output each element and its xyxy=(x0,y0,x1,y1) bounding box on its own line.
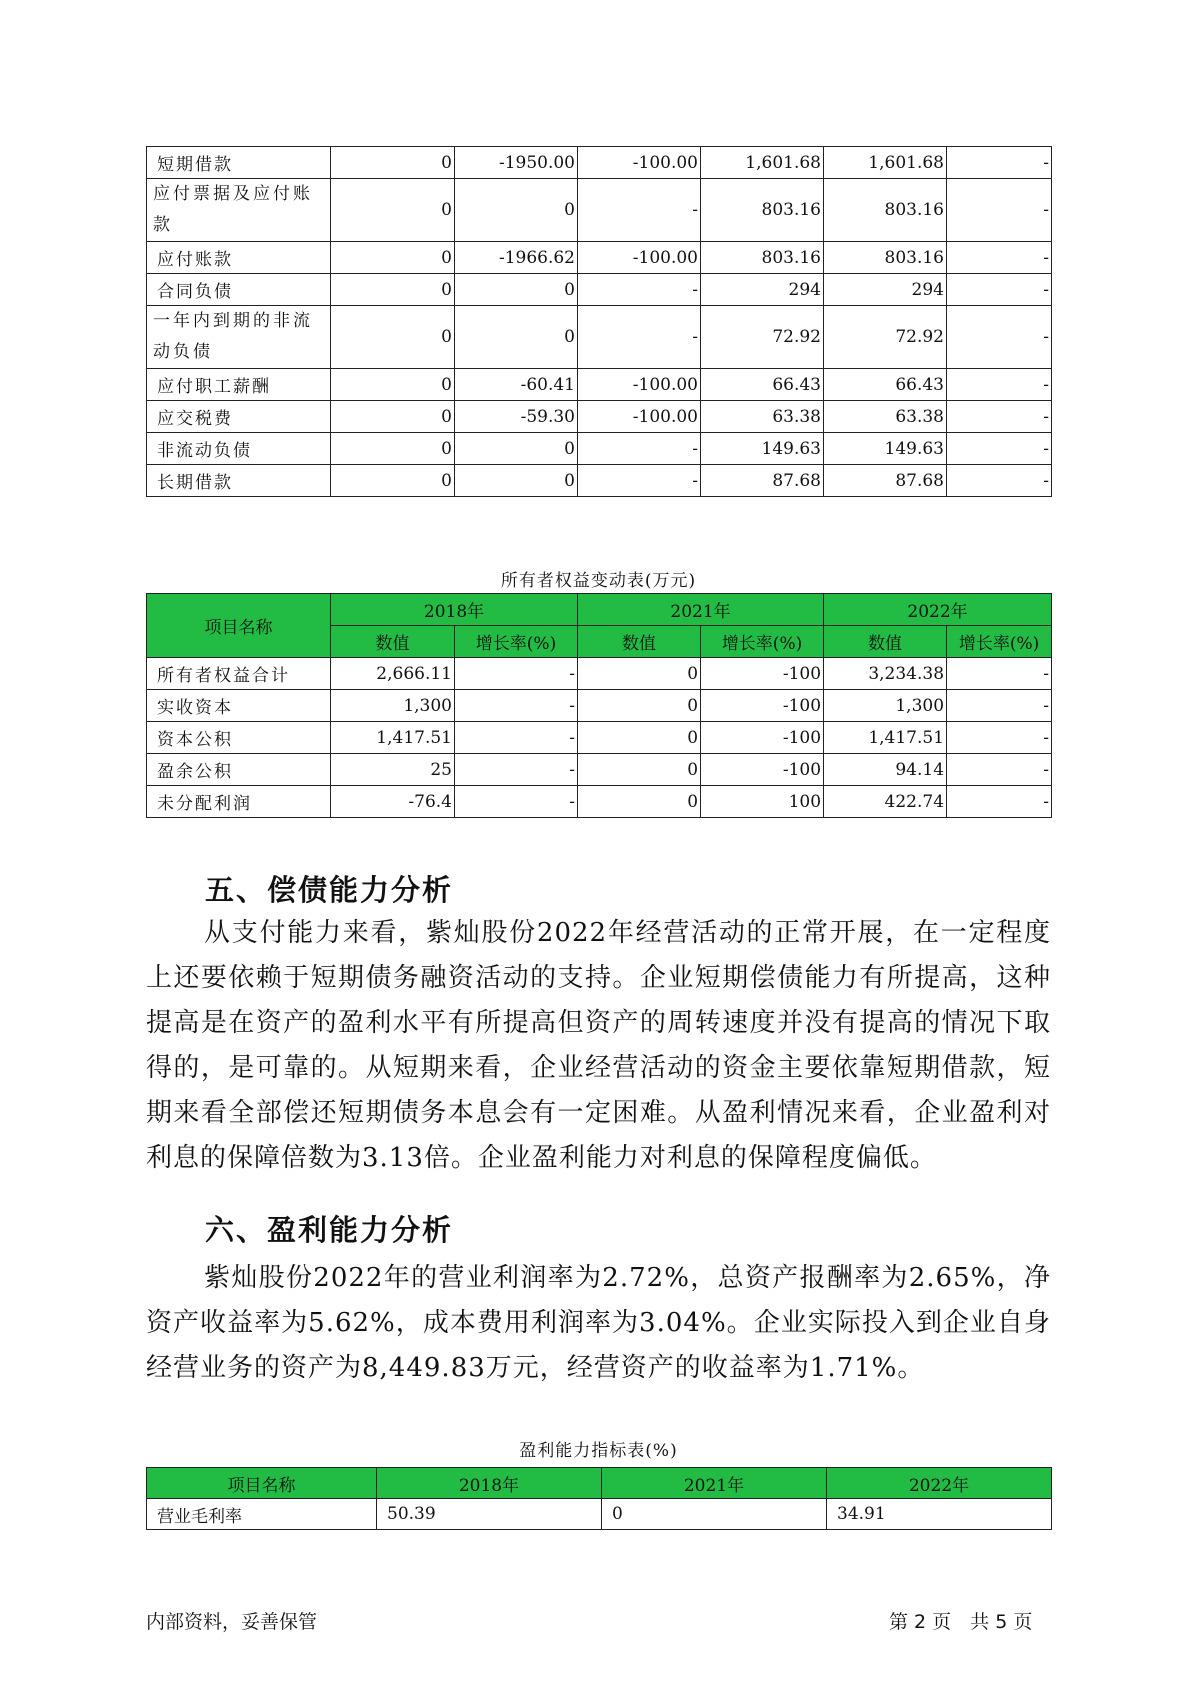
table-cell: -60.41 xyxy=(455,369,578,401)
table-row xyxy=(147,147,1052,179)
table-cell: 0 xyxy=(455,306,578,369)
header-year-2018: 2018年 xyxy=(377,1468,602,1499)
table-cell: 72.92 xyxy=(701,306,824,369)
row-label: 应付账款 xyxy=(147,242,331,274)
table-cell: - xyxy=(947,465,1052,497)
table-cell: -59.30 xyxy=(455,401,578,433)
table-row xyxy=(147,433,1052,465)
header-growth: 增长率(%) xyxy=(455,626,578,658)
table-cell: 3,234.38 xyxy=(824,658,947,690)
table-cell: 1,300 xyxy=(331,690,455,722)
header-year-2021: 2021年 xyxy=(578,594,824,626)
table-cell: 66.43 xyxy=(701,369,824,401)
table-cell: - xyxy=(455,690,578,722)
table-row xyxy=(147,401,1052,433)
table-row xyxy=(147,179,1052,242)
table-cell: - xyxy=(947,274,1052,306)
equity-header-row-1 xyxy=(147,594,1052,626)
row-label: 合同负债 xyxy=(147,274,331,306)
table-cell: 63.38 xyxy=(701,401,824,433)
table-cell: -1950.00 xyxy=(455,147,578,179)
table-cell: 0 xyxy=(455,465,578,497)
table-row xyxy=(147,690,1052,722)
table-cell: 0 xyxy=(578,722,701,754)
table-cell: 72.92 xyxy=(824,306,947,369)
table-cell: 25 xyxy=(331,754,455,786)
section-heading-solvency: 五、偿债能力分析 xyxy=(205,873,454,907)
table-cell: 149.63 xyxy=(701,433,824,465)
table-cell: 0 xyxy=(331,147,455,179)
table-cell: 149.63 xyxy=(824,433,947,465)
table-cell: - xyxy=(578,433,701,465)
table-cell: - xyxy=(947,242,1052,274)
table-cell: 803.16 xyxy=(701,242,824,274)
table-cell: -76.4 xyxy=(331,786,455,818)
table-row xyxy=(147,242,1052,274)
table-cell: 34.91 xyxy=(827,1499,1052,1530)
table-cell: - xyxy=(455,722,578,754)
header-value: 数值 xyxy=(331,626,455,658)
table-cell: 0 xyxy=(578,690,701,722)
table-cell: - xyxy=(947,754,1052,786)
table-cell: 66.43 xyxy=(824,369,947,401)
table-cell: - xyxy=(947,401,1052,433)
table-cell: -100.00 xyxy=(578,401,701,433)
table-cell: - xyxy=(947,658,1052,690)
table-cell: 0 xyxy=(331,242,455,274)
table-cell: - xyxy=(578,274,701,306)
table-cell: 94.14 xyxy=(824,754,947,786)
table-row xyxy=(147,306,1052,369)
table-cell: 87.68 xyxy=(701,465,824,497)
table-cell: 422.74 xyxy=(824,786,947,818)
table-cell: 0 xyxy=(455,179,578,242)
row-label: 盈余公积 xyxy=(147,754,331,786)
table-cell: 2,666.11 xyxy=(331,658,455,690)
header-year-2022: 2022年 xyxy=(827,1468,1052,1499)
table-row xyxy=(147,658,1052,690)
header-growth: 增长率(%) xyxy=(701,626,824,658)
header-growth: 增长率(%) xyxy=(947,626,1052,658)
table-cell: 803.16 xyxy=(824,242,947,274)
table-row xyxy=(147,274,1052,306)
header-item-name: 项目名称 xyxy=(147,1468,377,1499)
profitability-paragraph: 紫灿股份2022年的营业利润率为2.72%，总资产报酬率为2.65%，净资产收益率为5.62%，成本费用利润率为3.04%。企业实际投入到企业自身经营业务的资产为8,449.83万元，经营资产的收益率为1.71%。 xyxy=(146,1263,1051,1383)
header-item-name: 项目名称 xyxy=(147,594,331,658)
table-cell: - xyxy=(578,306,701,369)
table-row xyxy=(147,465,1052,497)
row-label: 应付职工薪酬 xyxy=(147,369,331,401)
row-label: 短期借款 xyxy=(147,147,331,179)
table-cell: 1,300 xyxy=(824,690,947,722)
table-row xyxy=(147,369,1052,401)
table-row xyxy=(147,1499,1052,1530)
table-cell: - xyxy=(578,465,701,497)
row-label: 营业毛利率 xyxy=(147,1499,377,1530)
table-cell: 803.16 xyxy=(701,179,824,242)
table-cell: 0 xyxy=(331,433,455,465)
section-heading-profitability: 六、盈利能力分析 xyxy=(205,1213,454,1247)
row-label: 一年内到期的非流动负债 xyxy=(147,306,331,369)
table-cell: - xyxy=(455,658,578,690)
row-label: 所有者权益合计 xyxy=(147,658,331,690)
table-cell: -100.00 xyxy=(578,369,701,401)
table-row xyxy=(147,786,1052,818)
table-cell: 0 xyxy=(331,179,455,242)
table-cell: 0 xyxy=(331,306,455,369)
table-cell: - xyxy=(947,690,1052,722)
row-label: 非流动负债 xyxy=(147,433,331,465)
table-row xyxy=(147,754,1052,786)
table-cell: - xyxy=(947,179,1052,242)
table-cell: -100.00 xyxy=(578,147,701,179)
table-cell: 1,417.51 xyxy=(331,722,455,754)
table-cell: 0 xyxy=(578,786,701,818)
table-cell: 0 xyxy=(331,369,455,401)
table-cell: - xyxy=(947,786,1052,818)
table-cell: 0 xyxy=(578,754,701,786)
table-cell: -100 xyxy=(701,690,824,722)
table-cell: - xyxy=(455,786,578,818)
table-cell: -100 xyxy=(701,722,824,754)
table-cell: - xyxy=(947,147,1052,179)
table-cell: 0 xyxy=(455,274,578,306)
table-cell: 0 xyxy=(455,433,578,465)
table-cell: 0 xyxy=(578,658,701,690)
footer-confidential-note: 内部资料，妥善保管 xyxy=(146,1611,318,1633)
table-row xyxy=(147,722,1052,754)
liability-table xyxy=(146,146,1052,497)
table-cell: 63.38 xyxy=(824,401,947,433)
row-label: 未分配利润 xyxy=(147,786,331,818)
equity-table-caption: 所有者权益变动表(万元) xyxy=(500,571,697,591)
table-cell: 0 xyxy=(331,465,455,497)
table-cell: 0 xyxy=(331,401,455,433)
table-cell: - xyxy=(947,306,1052,369)
row-label: 资本公积 xyxy=(147,722,331,754)
table-cell: -100.00 xyxy=(578,242,701,274)
table-cell: 50.39 xyxy=(377,1499,602,1530)
table-cell: 100 xyxy=(701,786,824,818)
row-label: 实收资本 xyxy=(147,690,331,722)
table-cell: 1,601.68 xyxy=(701,147,824,179)
table-cell: 87.68 xyxy=(824,465,947,497)
header-year-2022: 2022年 xyxy=(824,594,1052,626)
row-label: 长期借款 xyxy=(147,465,331,497)
header-year-2018: 2018年 xyxy=(331,594,578,626)
header-value: 数值 xyxy=(824,626,947,658)
table-cell: 0 xyxy=(331,274,455,306)
header-value: 数值 xyxy=(578,626,701,658)
table-cell: -100 xyxy=(701,658,824,690)
equity-table xyxy=(146,593,1052,818)
table-cell: 0 xyxy=(602,1499,827,1530)
table-cell: - xyxy=(578,179,701,242)
table-cell: -100 xyxy=(701,754,824,786)
row-label: 应付票据及应付账款 xyxy=(147,179,331,242)
profit-table-caption: 盈利能力指标表(%) xyxy=(519,1441,678,1461)
row-label: 应交税费 xyxy=(147,401,331,433)
footer-page-number: 第 2 页 共 5 页 xyxy=(889,1611,1033,1633)
profit-table xyxy=(146,1467,1052,1530)
header-year-2021: 2021年 xyxy=(602,1468,827,1499)
table-cell: - xyxy=(947,369,1052,401)
solvency-paragraph: 从支付能力来看，紫灿股份2022年经营活动的正常开展，在一定程度上还要依赖于短期债务融资活动的支持。企业短期偿债能力有所提高，这种提高是在资产的盈利水平有所提高但资产的周转速度并没有提高的情况下取得的，是可靠的。从短期来看，企业经营活动的资金主要依靠短期借款，短期来看全部偿还短期债务本息会有一定困难。从盈利情况来看，企业盈利对利息的保障倍数为3.13倍。企业盈利能力对利息的保障程度偏低。 xyxy=(146,918,1051,1173)
table-cell: -1966.62 xyxy=(455,242,578,274)
profit-header-row xyxy=(147,1468,1052,1499)
table-cell: 1,417.51 xyxy=(824,722,947,754)
table-cell: 1,601.68 xyxy=(824,147,947,179)
table-cell: 803.16 xyxy=(824,179,947,242)
table-cell: 294 xyxy=(701,274,824,306)
table-cell: - xyxy=(947,433,1052,465)
table-cell: - xyxy=(455,754,578,786)
table-cell: - xyxy=(947,722,1052,754)
table-cell: 294 xyxy=(824,274,947,306)
